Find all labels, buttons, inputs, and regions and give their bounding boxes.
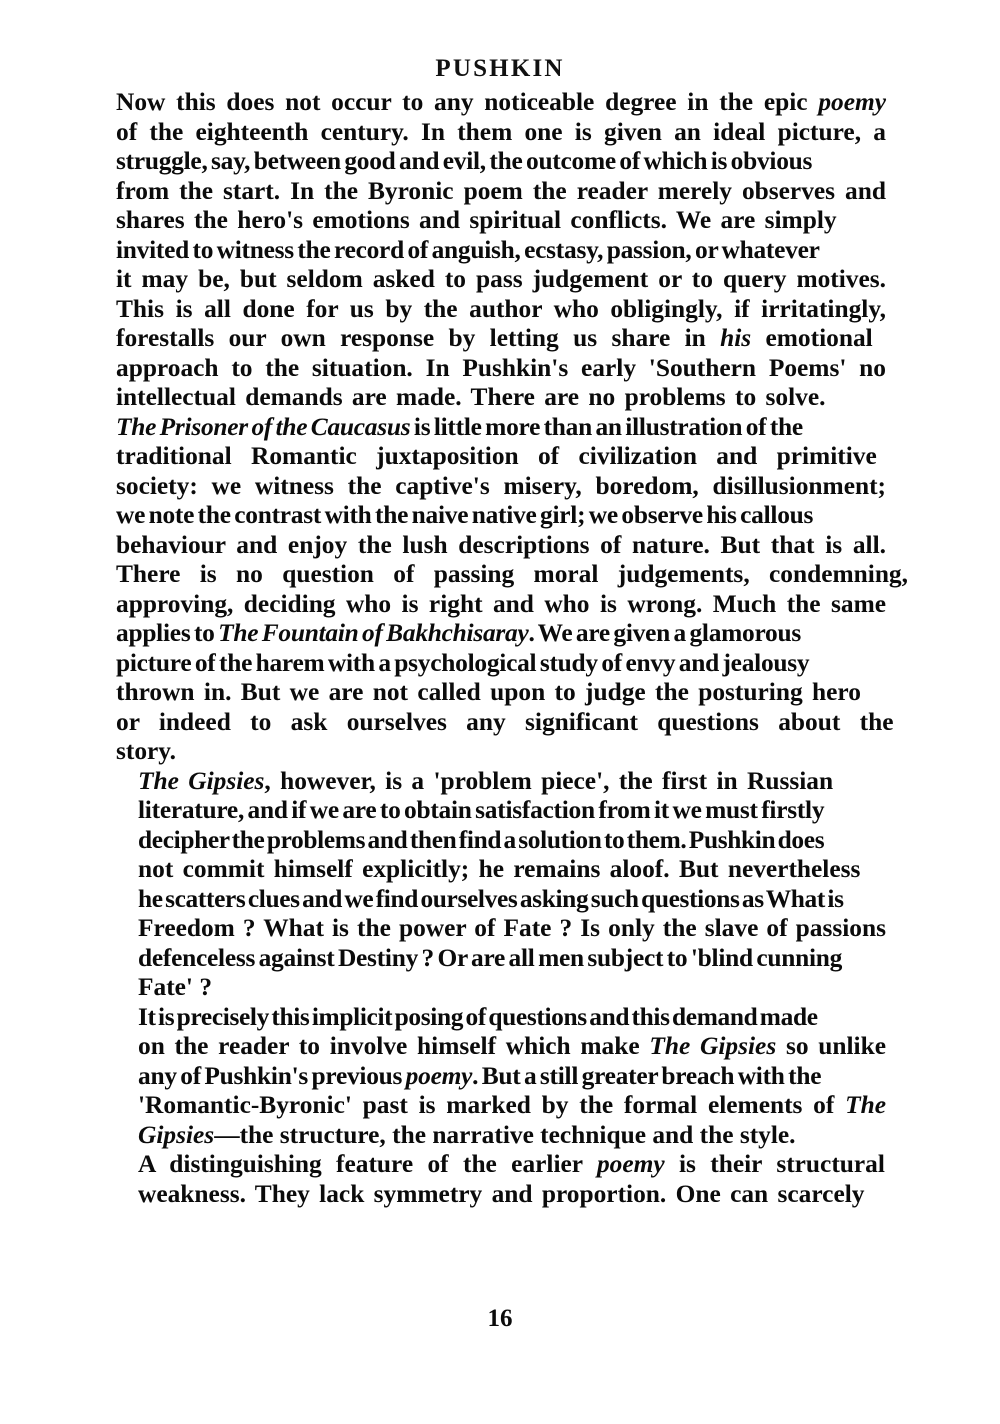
text-run: There is no question of passing moral judgements, condemning, xyxy=(116,560,908,588)
text-run: approving, deciding who is right and who is wrong. Much the same xyxy=(116,589,886,618)
italic-title: The xyxy=(845,1091,886,1119)
text-run: struggle, say, between good and evil, the outcome of which is obvious xyxy=(116,147,813,175)
italic-title: poemy xyxy=(405,1061,473,1090)
text-line xyxy=(116,826,886,856)
text-line xyxy=(116,767,886,797)
text-line xyxy=(116,678,886,708)
text-line xyxy=(116,88,886,118)
text-run: defenceless against Destiny ? Or are all men subject to 'blind cunning xyxy=(138,943,843,972)
text-run: literature, and if we are to obtain satisfaction from it we must firstly xyxy=(138,796,825,824)
text-line xyxy=(116,383,886,413)
text-line xyxy=(116,1150,886,1180)
text-line xyxy=(116,619,886,649)
text-run: decipher the problems and then find a solution to them. Pushkin does xyxy=(138,825,825,854)
text-run: on the reader to involve himself which make xyxy=(138,1032,650,1060)
text-line xyxy=(116,413,886,443)
text-run: It is precisely this implicit posing of questions and this demand made xyxy=(138,1002,818,1031)
text-run: invited to witness the record of anguish, ecstasy, passion, or whatever xyxy=(116,235,820,264)
body-text-block xyxy=(116,88,908,1209)
italic-title: The Gipsies xyxy=(138,766,265,795)
text-line xyxy=(116,914,886,944)
text-line xyxy=(116,531,886,561)
text-run: shares the hero's emotions and spiritual conflicts. We are simply xyxy=(116,206,837,234)
text-run: Now this does not occur to any noticeable degree in the epic xyxy=(116,88,819,116)
paragraph xyxy=(116,88,908,767)
paragraph xyxy=(116,1150,886,1209)
text-run: applies to xyxy=(116,619,219,647)
text-run: story. xyxy=(116,737,176,765)
text-line xyxy=(116,236,886,266)
text-line xyxy=(116,354,886,384)
text-line xyxy=(116,796,886,826)
paragraph xyxy=(116,767,886,1003)
text-run: we note the contrast with the naive native girl; we observe his callous xyxy=(116,501,814,529)
text-line xyxy=(116,177,886,207)
text-line xyxy=(116,737,886,767)
text-line xyxy=(116,324,886,354)
text-run: —the structure, the narrative technique and the style. xyxy=(214,1120,796,1149)
text-run: 'Romantic-Byronic' past is marked by the formal elements of xyxy=(138,1091,846,1119)
text-line xyxy=(116,1121,886,1151)
text-run: picture of the harem with a psychological study of envy and jealousy xyxy=(116,648,810,677)
text-line xyxy=(116,442,886,472)
text-line xyxy=(116,1180,886,1210)
italic-title: poemy xyxy=(818,88,886,116)
text-run: from the start. In the Byronic poem the reader merely observes and xyxy=(116,176,886,205)
text-run: . We are given a glamorous xyxy=(528,619,801,647)
text-line xyxy=(116,472,886,502)
text-run: thrown in. But we are not called upon to judge the posturing hero xyxy=(116,678,861,706)
running-head: PUSHKIN xyxy=(435,55,565,82)
italic-title: The Fountain of Bakhchisaray xyxy=(218,619,529,647)
page-number: 16 xyxy=(487,1305,513,1332)
text-run: he scatters clues and we find ourselves asking such questions as What is xyxy=(138,884,844,913)
text-run: intellectual demands are made. There are no problems to solve. xyxy=(116,383,826,411)
text-run: Fate' ? xyxy=(138,973,213,1001)
text-line xyxy=(116,147,886,177)
text-line xyxy=(116,1091,886,1121)
italic-title: The Prisoner of the Caucasus xyxy=(116,412,411,441)
text-line xyxy=(116,1003,886,1033)
text-run: so unlike xyxy=(776,1032,886,1060)
text-line xyxy=(116,649,886,679)
text-line xyxy=(116,560,908,590)
text-line xyxy=(116,1062,886,1092)
text-run: forestalls our own response by letting us share in xyxy=(116,324,721,352)
text-line xyxy=(116,206,886,236)
text-run: emotional xyxy=(751,324,873,352)
text-line xyxy=(116,118,886,148)
text-line xyxy=(116,590,886,620)
text-run: any of Pushkin's previous xyxy=(138,1061,406,1090)
text-run: it may be, but seldom asked to pass judgement or to query motives. xyxy=(116,265,886,293)
text-line xyxy=(116,944,886,974)
text-run: weakness. They lack symmetry and proportion. One can scarcely xyxy=(138,1179,865,1208)
text-line xyxy=(116,855,886,885)
text-run: or indeed to ask ourselves any significant questions about the xyxy=(116,707,894,736)
text-run: society: we witness the captive's misery, boredom, disillusionment; xyxy=(116,471,886,500)
text-run: This is all done for us by the author who obligingly, if irritatingly, xyxy=(116,294,886,323)
text-line xyxy=(116,973,886,1003)
text-line xyxy=(116,885,886,915)
text-line xyxy=(116,295,886,325)
italic-title: Gipsies xyxy=(138,1120,215,1149)
italic-title: poemy xyxy=(596,1150,665,1178)
italic-title: The Gipsies xyxy=(649,1032,777,1060)
text-run: of the eighteenth century. In them one is given an ideal picture, a xyxy=(116,117,886,146)
text-run: . But a still greater breach with the xyxy=(472,1061,822,1090)
text-run: not commit himself explicitly; he remains aloof. But nevertheless xyxy=(138,855,861,883)
text-run: behaviour and enjoy the lush descriptions of nature. But that is all. xyxy=(116,530,886,559)
text-run: , however, is a 'problem piece', the first in Russian xyxy=(264,766,834,795)
text-line xyxy=(116,265,886,295)
text-line xyxy=(116,501,886,531)
text-run: approach to the situation. In Pushkin's early 'Southern Poems' no xyxy=(116,353,886,382)
text-run: is little more than an illustration of the xyxy=(410,412,803,441)
text-run: traditional Romantic juxtaposition of civilization and primitive xyxy=(116,442,877,470)
text-run: is their structural xyxy=(664,1150,885,1178)
text-run: A distinguishing feature of the earlier xyxy=(138,1150,597,1178)
paragraph xyxy=(116,1003,886,1151)
italic-title: his xyxy=(720,324,752,352)
text-line xyxy=(116,707,894,738)
text-run: Freedom ? What is the power of Fate ? Is only the slave of passions xyxy=(138,914,886,942)
text-line xyxy=(116,1032,886,1062)
